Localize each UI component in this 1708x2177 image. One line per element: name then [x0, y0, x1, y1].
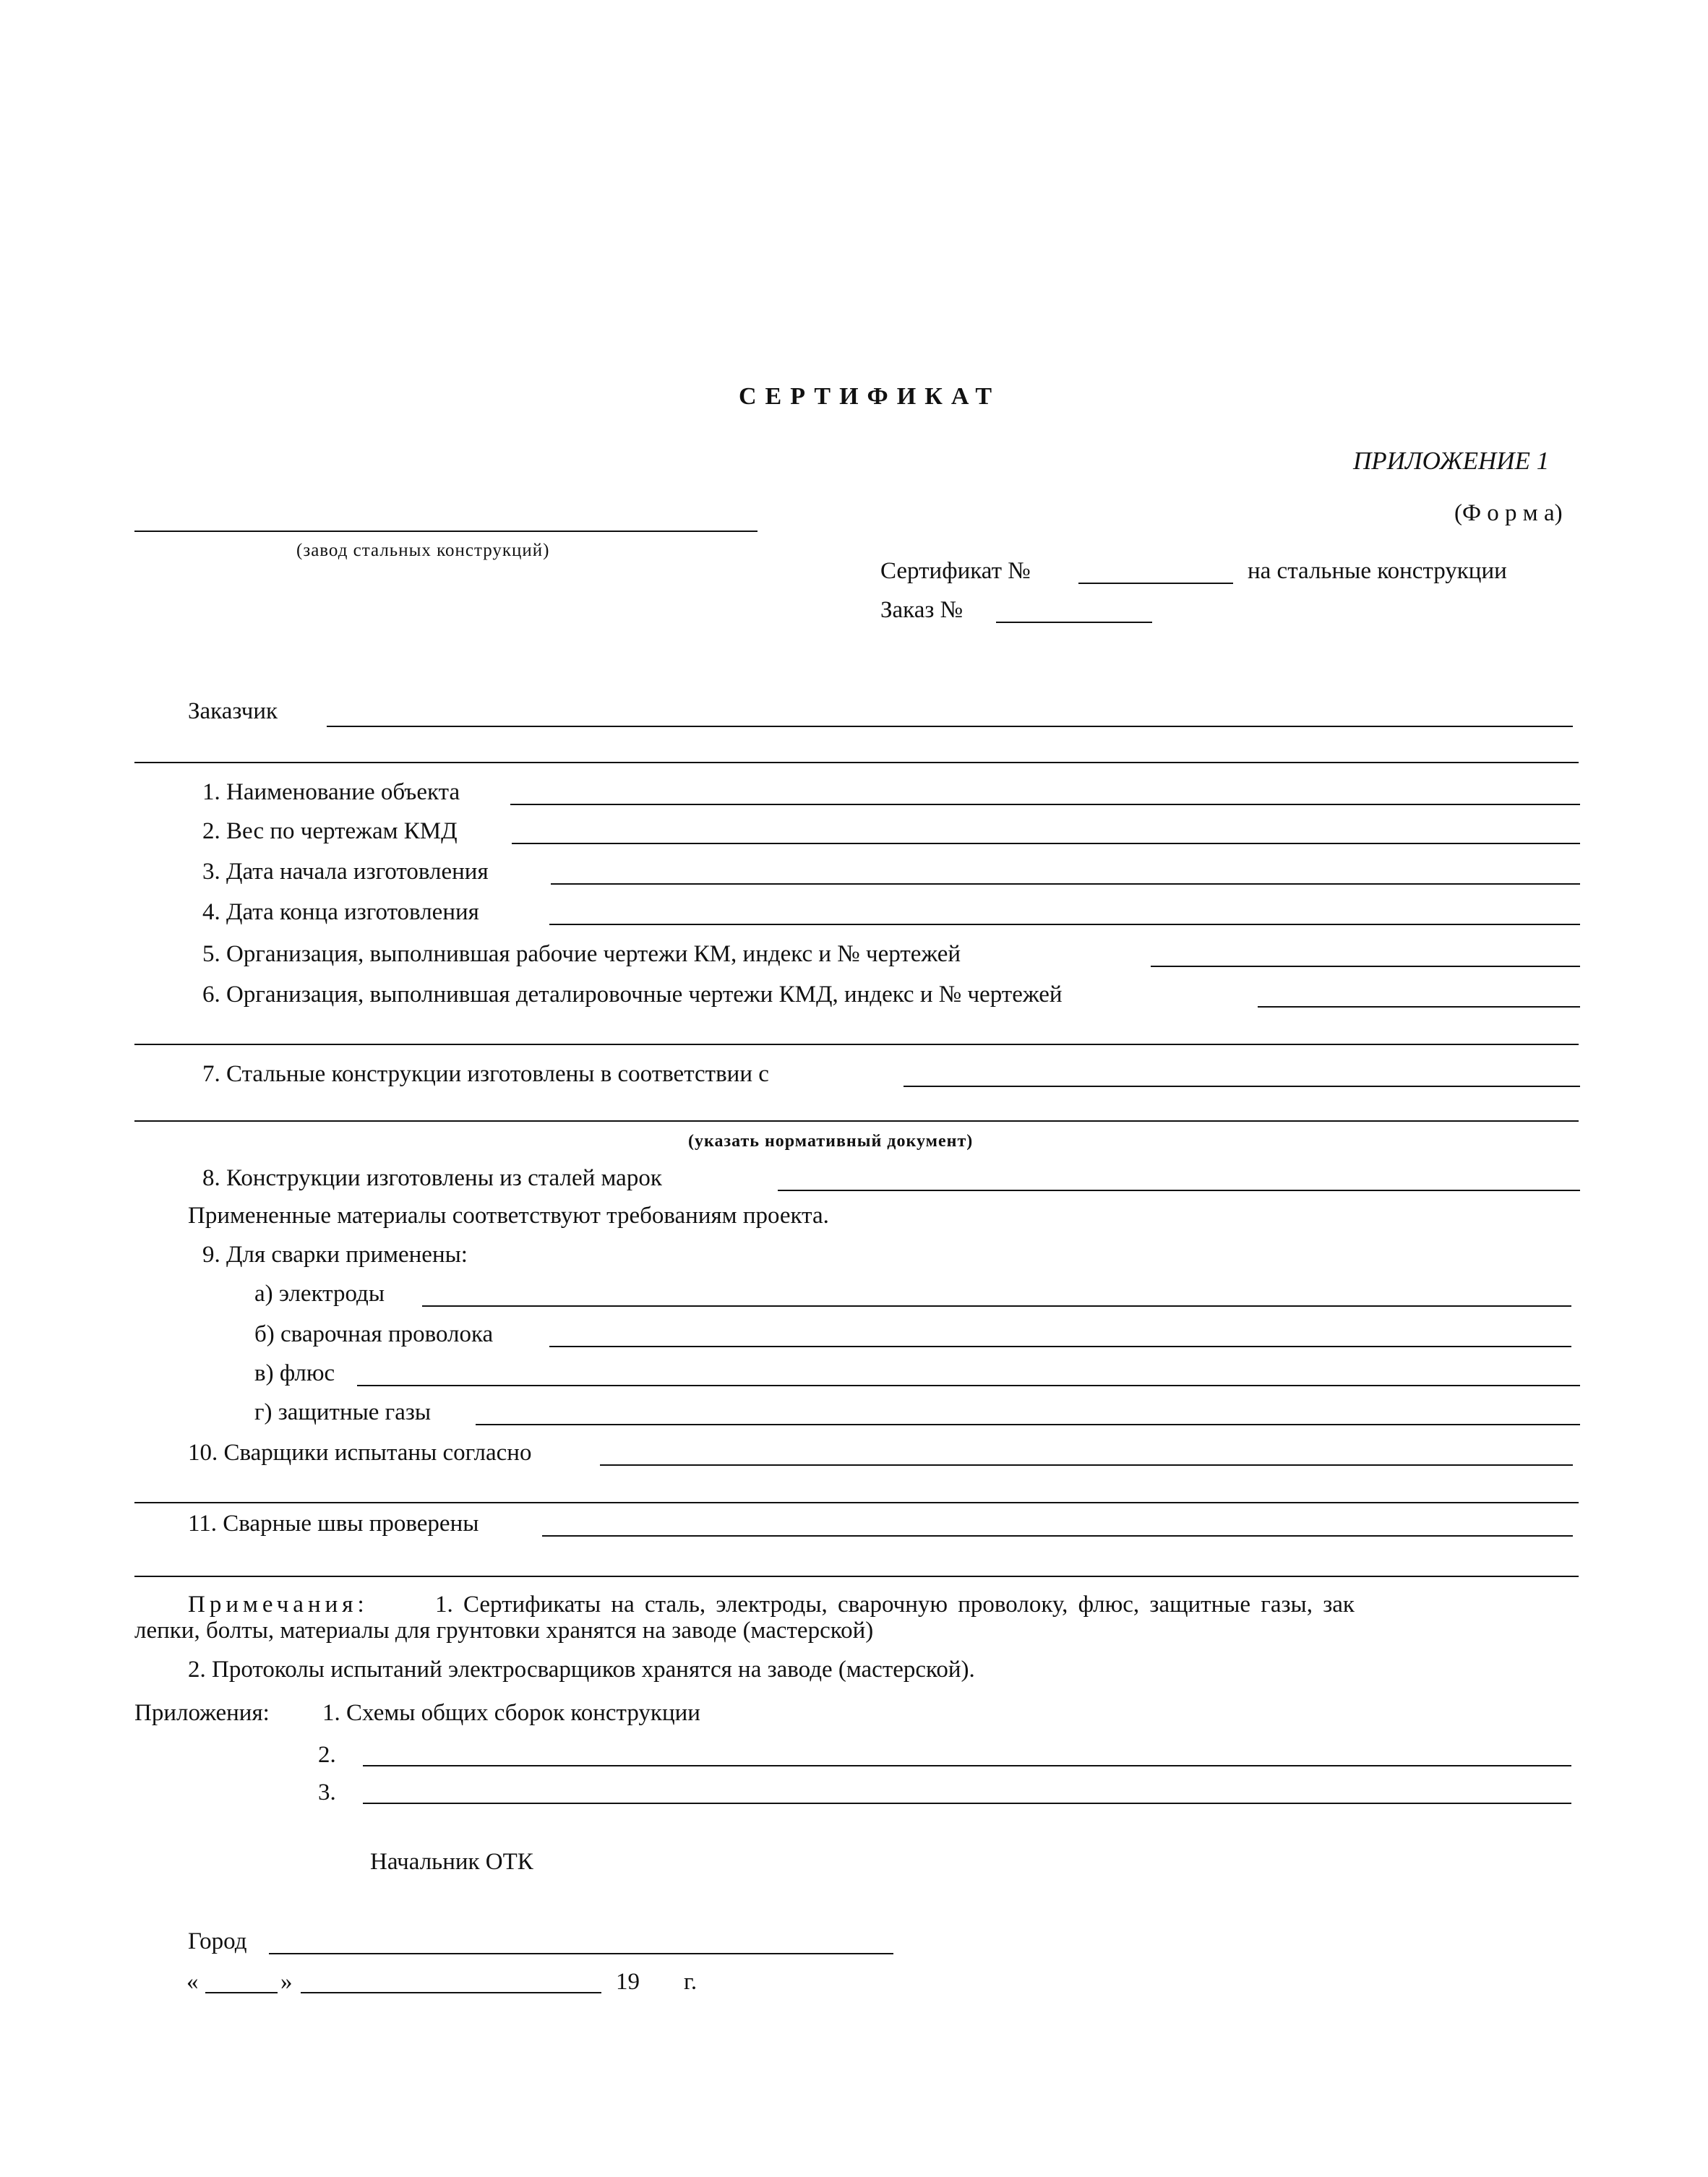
- item-9c-label: в) флюс: [254, 1360, 335, 1386]
- item-9b-field[interactable]: [549, 1346, 1571, 1347]
- item-10-field[interactable]: [600, 1464, 1573, 1466]
- date-year-prefix: 19: [616, 1969, 640, 1995]
- item-11-field-continued[interactable]: [134, 1576, 1579, 1577]
- materials-note: Примененные материалы соответствуют требованиям проекта.: [188, 1203, 829, 1229]
- attachment-3-field[interactable]: [363, 1803, 1571, 1804]
- item-5-field[interactable]: [1151, 966, 1580, 967]
- item-6-label: 6. Организация, выполнившая деталировочные чертежи КМД, индекс и № чертежей: [202, 982, 1063, 1008]
- order-number-label: Заказ №: [880, 597, 964, 623]
- item-9a-field[interactable]: [422, 1305, 1571, 1307]
- item-8-label: 8. Конструкции изготовлены из сталей марок: [202, 1165, 662, 1191]
- item-6-field[interactable]: [1258, 1006, 1580, 1008]
- document-title: СЕРТИФИКАТ: [739, 383, 1001, 410]
- certificate-number-label: Сертификат №: [880, 558, 1031, 584]
- note-2: 2. Протоколы испытаний электросварщиков хранятся на заводе (мастерской).: [188, 1657, 975, 1683]
- item-2-field[interactable]: [512, 843, 1580, 844]
- item-5-label: 5. Организация, выполнившая рабочие чертежи КМ, индекс и № чертежей: [202, 941, 961, 967]
- attachment-3-label: 3.: [318, 1779, 336, 1805]
- certificate-number-field[interactable]: [1078, 583, 1233, 584]
- item-10-label: 10. Сварщики испытаны согласно: [188, 1440, 532, 1466]
- note-1-line-2: лепки, болты, материалы для грунтовки хранятся на заводе (мастерской): [134, 1618, 874, 1644]
- item-6-field-continued[interactable]: [134, 1044, 1579, 1045]
- item-1-field[interactable]: [510, 804, 1580, 805]
- city-label: Город: [188, 1928, 247, 1954]
- attachments-label: Приложения:: [134, 1700, 270, 1726]
- item-3-label: 3. Дата начала изготовления: [202, 859, 489, 885]
- item-7-label: 7. Стальные конструкции изготовлены в соответствии с: [202, 1061, 769, 1087]
- date-open-quote: «: [186, 1969, 199, 1995]
- item-7-caption: (указать нормативный документ): [688, 1132, 974, 1151]
- item-10-field-continued[interactable]: [134, 1502, 1579, 1503]
- item-9d-label: г) защитные газы: [254, 1399, 432, 1425]
- attachment-2-field[interactable]: [363, 1765, 1571, 1766]
- item-9-label: 9. Для сварки применены:: [202, 1242, 468, 1268]
- attachment-2-label: 2.: [318, 1742, 336, 1768]
- signature-label: Начальник ОТК: [370, 1849, 533, 1875]
- customer-label: Заказчик: [188, 698, 278, 724]
- item-11-label: 11. Сварные швы проверены: [188, 1511, 479, 1537]
- item-1-label: 1. Наименование объекта: [202, 779, 460, 805]
- notes-label: Примечания:: [188, 1592, 369, 1618]
- date-month-field[interactable]: [301, 1992, 601, 1993]
- item-3-field[interactable]: [551, 883, 1580, 885]
- order-number-field[interactable]: [996, 622, 1152, 623]
- item-4-field[interactable]: [549, 924, 1580, 925]
- item-7-field[interactable]: [904, 1086, 1580, 1087]
- date-day-field[interactable]: [205, 1992, 278, 1993]
- form-label: (Ф о р м а): [1454, 500, 1563, 526]
- date-year-suffix: г.: [684, 1969, 698, 1995]
- city-field[interactable]: [269, 1953, 893, 1954]
- item-4-label: 4. Дата конца изготовления: [202, 899, 479, 925]
- item-9c-field[interactable]: [357, 1385, 1580, 1386]
- item-7-field-continued[interactable]: [134, 1120, 1579, 1122]
- note-1-line-1: 1. Сертификаты на сталь, электроды, сварочную проволоку, флюс, защитные газы, зак: [435, 1592, 1355, 1618]
- item-9d-field[interactable]: [476, 1424, 1580, 1425]
- item-2-label: 2. Вес по чертежам КМД: [202, 818, 458, 844]
- item-11-field[interactable]: [542, 1535, 1573, 1537]
- customer-field-continued[interactable]: [134, 762, 1579, 763]
- customer-field[interactable]: [327, 726, 1573, 727]
- attachment-1: 1. Схемы общих сборок конструкции: [322, 1700, 700, 1726]
- item-9a-label: а) электроды: [254, 1281, 385, 1307]
- appendix-label: ПРИЛОЖЕНИЕ 1: [1353, 447, 1550, 475]
- plant-name-field[interactable]: [134, 531, 758, 532]
- plant-caption: (завод стальных конструкций): [296, 541, 550, 560]
- date-close-quote: »: [280, 1969, 293, 1995]
- certificate-number-suffix: на стальные конструкции: [1248, 558, 1507, 584]
- item-9b-label: б) сварочная проволока: [254, 1321, 494, 1347]
- item-8-field[interactable]: [778, 1190, 1580, 1191]
